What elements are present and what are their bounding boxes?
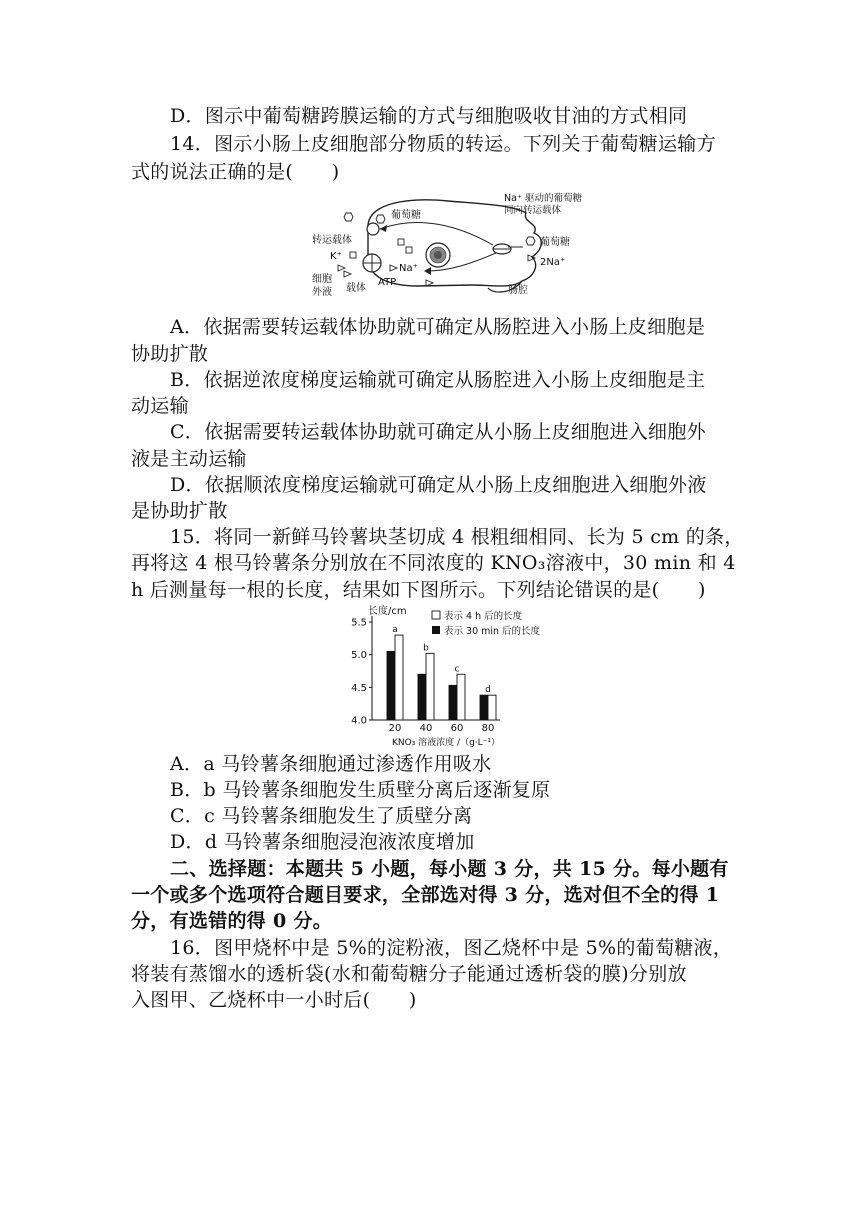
bar-30min [418, 674, 426, 720]
x-tick-label: 40 [419, 723, 433, 734]
bar-30min [480, 695, 488, 720]
bar-30min [449, 685, 457, 720]
bar-4h [426, 653, 434, 720]
length-bar-chart [340, 602, 560, 750]
label-transporter: 转运载体 [312, 235, 352, 246]
q15-stem-line-2: 再将这 4 根马铃薯条分别放在不同浓度的 KNO₃溶液中，30 min 和 4 [131, 552, 736, 574]
section2-line-2: 一个或多个选项符合题目要求，全部选对得 3 分，选对但不全的得 1 [131, 884, 720, 906]
y-tick-label: 4.5 [351, 682, 367, 694]
q16-stem-line-2: 将装有蒸馏水的透析袋(水和葡萄糖分子能通过透析袋的膜)分别放 [131, 963, 687, 985]
label-atp: ATP [378, 277, 397, 288]
q16-stem-line-3: 入图甲、乙烧杯中一小时后( ) [131, 989, 417, 1011]
x-tick-label: 60 [450, 723, 464, 734]
label-extracellular-1: 细胞 [312, 274, 332, 285]
q15-option-a: A．a 马铃薯条细胞通过渗透作用吸水 [170, 753, 492, 775]
y-tick-label: 5.0 [351, 650, 367, 662]
q14-option-b-line-1: B．依据逆浓度梯度运输就可确定从肠腔进入小肠上皮细胞是主 [170, 369, 706, 391]
label-carrier: 载体 [346, 283, 366, 294]
section2-line-3: 分，有选错的得 0 分。 [131, 910, 333, 932]
bar-label: b [423, 643, 429, 654]
legend-label-4h: 表示 4 h 后的长度 [444, 611, 523, 622]
q14-option-b-line-2: 动运输 [131, 395, 189, 417]
label-na-symporter-1: Na⁺ 驱动的葡萄糖 [504, 193, 582, 204]
x-tick-label: 80 [481, 723, 495, 734]
q15-option-d: D．d 马铃薯条细胞浸泡液浓度增加 [170, 831, 475, 853]
cell-transport-diagram [308, 185, 608, 300]
q13-option-d: D．图示中葡萄糖跨膜运输的方式与细胞吸收甘油的方式相同 [170, 105, 688, 127]
x-tick-label: 20 [388, 723, 402, 734]
y-axis-label: 长度/cm [368, 606, 407, 617]
bar-4h [457, 674, 465, 720]
label-glucose-right: 葡萄糖 [540, 237, 570, 248]
q14-stem-line-1: 14．图示小肠上皮细胞部分物质的转运。下列关于葡萄糖运输方 [170, 133, 716, 155]
q15-stem-line-3: h 后测量每一根的长度，结果如下图所示。下列结论错误的是( ) [131, 579, 706, 601]
bar-30min [387, 651, 395, 720]
bar-label: d [485, 685, 491, 696]
transporter-circle [367, 223, 379, 235]
legend-swatch-4h [432, 611, 440, 619]
label-glucose-top: 葡萄糖 [391, 210, 421, 221]
q14-option-d-line-2: 是协助扩散 [131, 500, 228, 522]
bar-label: c [454, 664, 460, 675]
section2-line-1: 二、选择题：本题共 5 小题，每小题 3 分，共 15 分。每小题有 [170, 858, 729, 880]
y-tick-label: 5.5 [351, 617, 367, 629]
x-axis-label: KNO₃ 溶液浓度 /（g·L⁻¹） [392, 738, 501, 748]
bar-4h [395, 635, 403, 720]
q14-option-c-line-1: C．依据需要转运载体协助就可确定从小肠上皮细胞进入细胞外 [170, 421, 706, 443]
label-na-ion: Na⁺ [399, 263, 418, 274]
q14-option-a-line-1: A．依据需要转运载体协助就可确定从肠腔进入小肠上皮细胞是 [170, 316, 706, 338]
bar-label: a [392, 625, 398, 636]
q14-stem-line-2: 式的说法正确的是( ) [131, 161, 340, 183]
q15-option-c: C．c 马铃薯条细胞发生了质壁分离 [170, 805, 473, 827]
q16-stem-line-1: 16．图甲烧杯中是 5%的淀粉液，图乙烧杯中是 5%的葡萄糖液， [170, 937, 733, 959]
q15-stem-line-1: 15．将同一新鲜马铃薯块茎切成 4 根粗细相同、长为 5 cm 的条， [170, 526, 744, 548]
q14-option-a-line-2: 协助扩散 [131, 343, 209, 365]
label-lumen: 肠腔 [508, 285, 528, 296]
q14-option-d-line-1: D．依据顺浓度梯度运输就可确定从小肠上皮细胞进入细胞外液 [170, 474, 707, 496]
legend-label-30min: 表示 30 min 后的长度 [444, 626, 541, 637]
q15-option-b: B．b 马铃薯条细胞发生质壁分离后逐渐复原 [170, 779, 551, 801]
label-two-na: 2Na⁺ [540, 257, 566, 268]
legend-swatch-30min [432, 626, 440, 634]
q14-option-c-line-2: 液是主动运输 [131, 448, 247, 470]
bar-4h [488, 695, 496, 720]
label-k-ion: K⁺ [330, 251, 342, 262]
y-tick-label: 4.0 [351, 715, 367, 727]
label-na-symporter-2: 同向转运载体 [504, 205, 562, 216]
label-extracellular-2: 外液 [312, 287, 332, 298]
